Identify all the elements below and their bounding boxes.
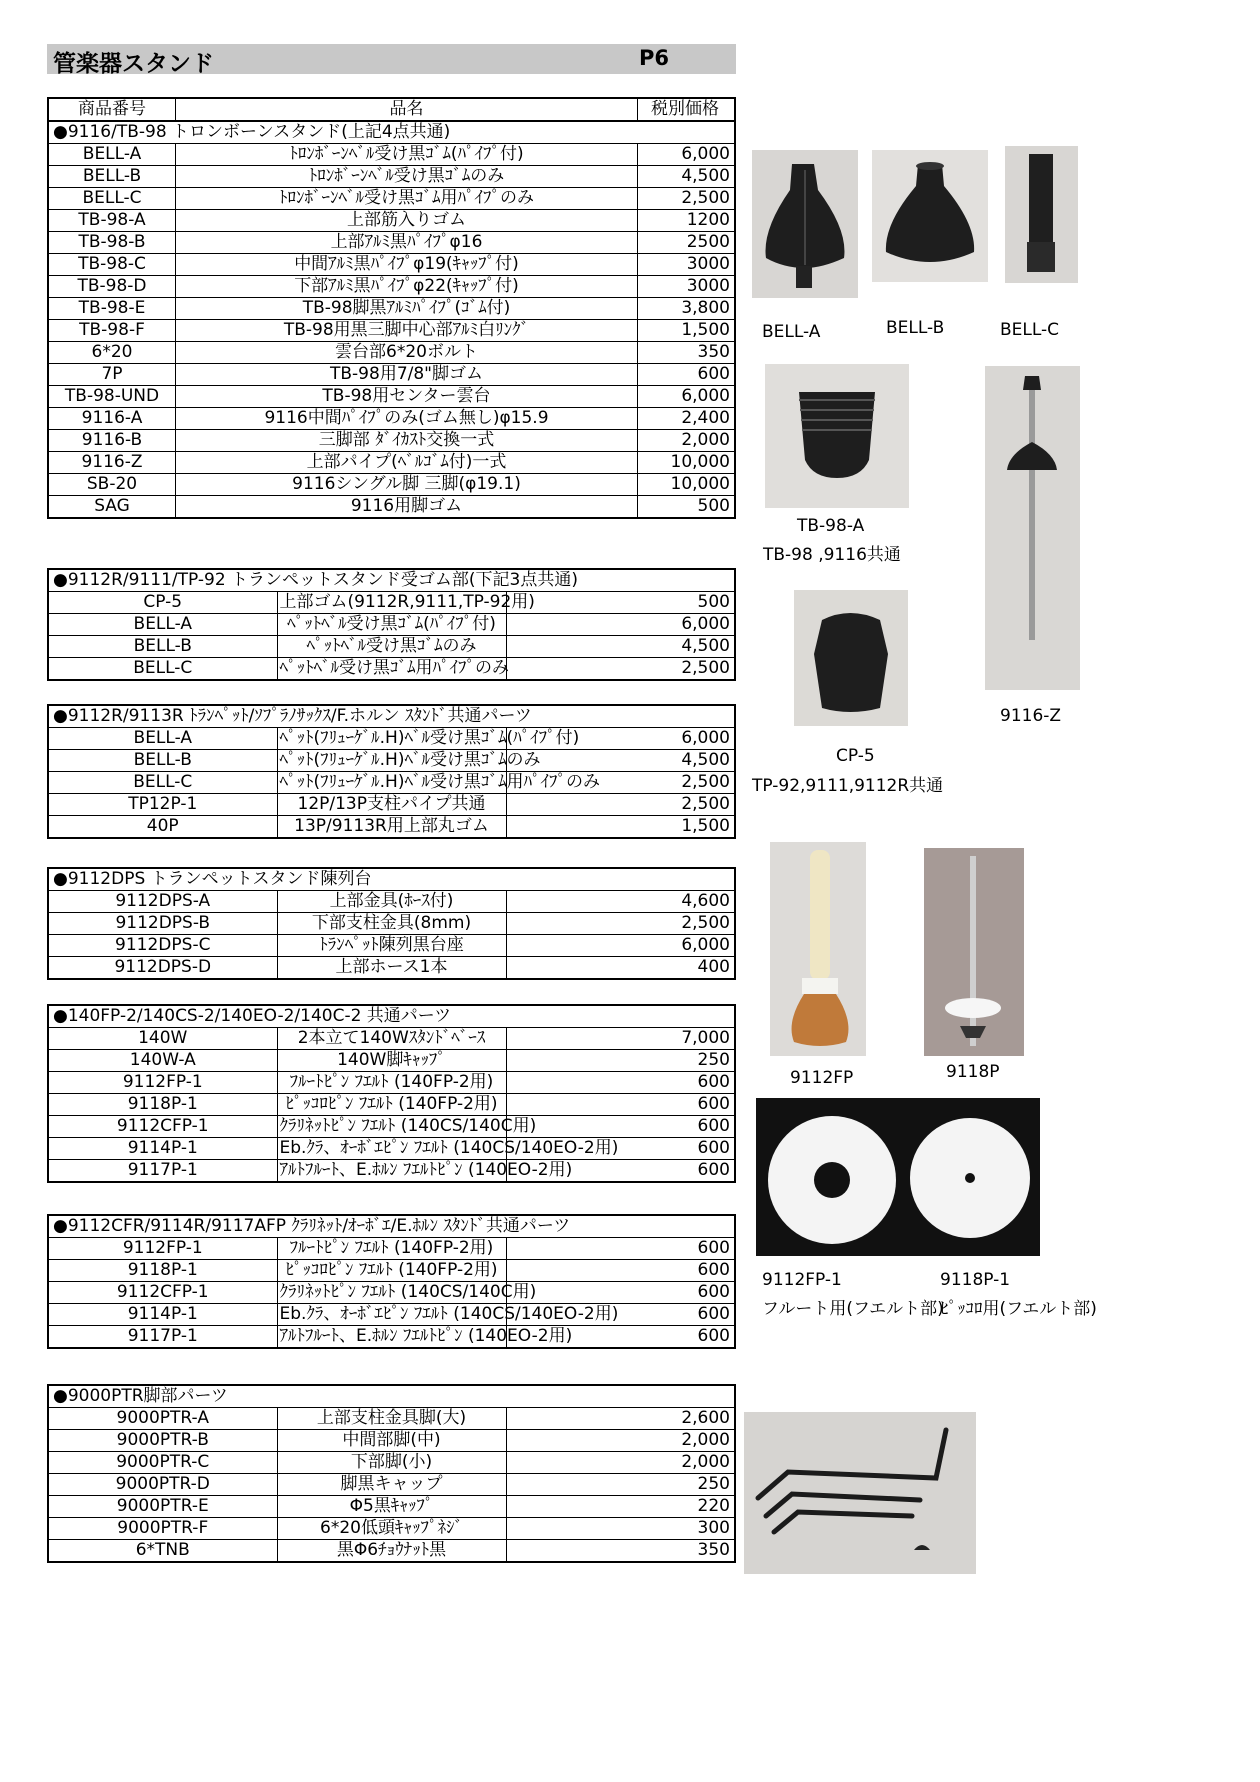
section-title: ●9116/TB-98 トロンボーンスタンド(上記4点共通) (48, 121, 735, 144)
product-code: TB-98-B (48, 232, 176, 254)
table-row (48, 452, 735, 474)
product-price: 4,500 (638, 166, 736, 188)
product-code: 9000PTR-B (48, 1430, 277, 1452)
9118p-caption: 9118P (946, 1062, 1000, 1082)
product-price: 350 (638, 342, 736, 364)
felt-fp1-caption-code: 9112FP-1 (762, 1270, 842, 1290)
product-code: BELL-A (48, 144, 176, 166)
parts-table-trombone (47, 97, 736, 519)
product-price: 10,000 (638, 474, 736, 496)
product-price: 1200 (638, 210, 736, 232)
product-price: 2,500 (638, 188, 736, 210)
product-code: BELL-A (48, 728, 277, 750)
felt-p1-caption-desc: ﾋﾟｯｺﾛ用(フエルト部) (940, 1299, 1097, 1319)
product-name: 中間ｱﾙﾐ黒ﾊﾟｲﾌﾟφ19(ｷｬｯﾌﾟ付) (176, 254, 638, 276)
product-name: 9116用脚ゴム (176, 496, 638, 519)
product-price: 600 (506, 1160, 735, 1183)
product-code: CP-5 (48, 592, 277, 614)
product-price: 600 (506, 1094, 735, 1116)
section-title: ●9112R/9113R ﾄﾗﾝﾍﾟｯﾄ/ｿﾌﾟﾗﾉｻｯｸｽ/F.ホルン ｽﾀﾝﾄﾞ共通パーツ (48, 705, 735, 728)
product-name: 9116中間ﾊﾟｲﾌﾟのみ(ゴム無し)φ15.9 (176, 408, 638, 430)
product-name: 下部脚(小) (277, 1452, 506, 1474)
product-name: 上部支柱金具脚(大) (277, 1408, 506, 1430)
product-price: 600 (506, 1260, 735, 1282)
product-code: 9116-A (48, 408, 176, 430)
felt-p1-caption-code: 9118P-1 (940, 1270, 1011, 1290)
cp5-caption-code: CP-5 (836, 746, 875, 766)
table-row (48, 592, 735, 614)
product-code: 9118P-1 (48, 1094, 277, 1116)
product-name: TB-98用7/8"脚ゴム (176, 364, 638, 386)
table-row (48, 1160, 735, 1183)
table-row (48, 364, 735, 386)
product-code: 140W-A (48, 1050, 277, 1072)
table-row (48, 188, 735, 210)
section-header-row (48, 1215, 735, 1238)
table-row (48, 658, 735, 681)
product-price: 500 (506, 592, 735, 614)
table-row (48, 386, 735, 408)
cp5-photo (794, 590, 908, 726)
product-code: 9118P-1 (48, 1260, 277, 1282)
section-header-row (48, 705, 735, 728)
product-code: 9114P-1 (48, 1304, 277, 1326)
product-code: BELL-C (48, 188, 176, 210)
section-header-row (48, 868, 735, 891)
product-price: 2,500 (506, 658, 735, 681)
9116-z-caption: 9116-Z (1000, 706, 1062, 726)
page-header (47, 44, 736, 77)
table-row (48, 496, 735, 519)
table-row (48, 728, 735, 750)
product-price: 1,500 (506, 816, 735, 839)
parts-table-9000ptr (47, 1384, 736, 1563)
parts-table-trumpet-rubber (47, 568, 736, 681)
product-name: 雲台部6*20ボルト (176, 342, 638, 364)
table-row (48, 166, 735, 188)
parts-table-140-common (47, 1004, 736, 1183)
product-name: ﾄﾗﾝﾍﾟｯﾄ陳列黒台座 (277, 935, 506, 957)
product-name: 13P/9113R用上部丸ゴム (277, 816, 506, 839)
product-code: BELL-B (48, 750, 277, 772)
product-price: 4,500 (506, 750, 735, 772)
product-price: 2,000 (506, 1430, 735, 1452)
product-name: 上部ｱﾙﾐ黒ﾊﾟｲﾌﾟφ16 (176, 232, 638, 254)
table-row (48, 1050, 735, 1072)
product-name: 上部ホース1本 (277, 957, 506, 980)
product-price: 220 (506, 1496, 735, 1518)
table-row (48, 1304, 735, 1326)
product-name: ﾍﾟｯﾄﾍﾞﾙ受け黒ｺﾞﾑ(ﾊﾟｲﾌﾟ付) (277, 614, 506, 636)
table-row (48, 1408, 735, 1430)
product-price: 4,600 (506, 891, 735, 913)
table-row (48, 1138, 735, 1160)
product-name: 6*20低頭ｷｬｯﾌﾟﾈｼﾞ (277, 1518, 506, 1540)
product-name: ｸﾗﾘﾈｯﾄﾋﾟﾝ ﾌｴﾙﾄ (140CS/140C用) (277, 1282, 506, 1304)
product-price: 2,000 (638, 430, 736, 452)
product-code: 9112FP-1 (48, 1238, 277, 1260)
column-header-code: 商品番号 (48, 98, 176, 121)
product-name: 12P/13P支柱パイプ共通 (277, 794, 506, 816)
section-header-row (48, 1385, 735, 1408)
table-row (48, 957, 735, 980)
section-title: ●9000PTR脚部パーツ (48, 1385, 735, 1408)
section-header-row (48, 1005, 735, 1028)
product-code: 9000PTR-A (48, 1408, 277, 1430)
table-header-row (48, 98, 735, 121)
product-name: 脚黒キャップ (277, 1474, 506, 1496)
product-code: 9117P-1 (48, 1326, 277, 1349)
product-code: 9112DPS-C (48, 935, 277, 957)
table-row (48, 474, 735, 496)
product-name: Eb.ｸﾗ、ｵｰﾎﾞｴﾋﾟﾝ ﾌｴﾙﾄ (140CS/140EO-2用) (277, 1138, 506, 1160)
table-row (48, 1260, 735, 1282)
product-price: 6,000 (506, 935, 735, 957)
product-code: 6*TNB (48, 1540, 277, 1563)
product-name: Eb.ｸﾗ、ｵｰﾎﾞｴﾋﾟﾝ ﾌｴﾙﾄ (140CS/140EO-2用) (277, 1304, 506, 1326)
9118p-photo (924, 848, 1024, 1056)
bell-c-photo (1005, 146, 1078, 283)
product-name: ﾍﾟｯﾄﾍﾞﾙ受け黒ｺﾞﾑのみ (277, 636, 506, 658)
product-name: 140W脚ｷｬｯﾌﾟ (277, 1050, 506, 1072)
product-code: BELL-B (48, 636, 277, 658)
product-code: 9000PTR-E (48, 1496, 277, 1518)
table-row (48, 1496, 735, 1518)
product-code: TB-98-D (48, 276, 176, 298)
product-price: 2500 (638, 232, 736, 254)
product-code: 9112DPS-D (48, 957, 277, 980)
9112fp-photo (770, 842, 866, 1056)
table-row (48, 408, 735, 430)
product-name: 上部筋入りゴム (176, 210, 638, 232)
product-name: ｸﾗﾘﾈｯﾄﾋﾟﾝ ﾌｴﾙﾄ (140CS/140C用) (277, 1116, 506, 1138)
product-code: 9112CFP-1 (48, 1116, 277, 1138)
table-row (48, 144, 735, 166)
section-title: ●9112DPS トランペットスタンド陳列台 (48, 868, 735, 891)
table-row (48, 891, 735, 913)
table-row (48, 1540, 735, 1563)
product-code: TB-98-A (48, 210, 176, 232)
product-price: 2,400 (638, 408, 736, 430)
table-row (48, 935, 735, 957)
table-row (48, 614, 735, 636)
column-header-name: 品名 (176, 98, 638, 121)
product-name: ｱﾙﾄﾌﾙｰﾄ、E.ﾎﾙﾝ ﾌｴﾙﾄﾋﾟﾝ (140EO-2用) (277, 1160, 506, 1183)
product-code: 7P (48, 364, 176, 386)
felt-photo (756, 1098, 1040, 1256)
product-name: ﾋﾟｯｺﾛﾋﾟﾝ ﾌｴﾙﾄ (140FP-2用) (277, 1260, 506, 1282)
product-price: 6,000 (638, 386, 736, 408)
product-name: ｱﾙﾄﾌﾙｰﾄ、E.ﾎﾙﾝ ﾌｴﾙﾄﾋﾟﾝ (140EO-2用) (277, 1326, 506, 1349)
section-header-row (48, 121, 735, 144)
product-name: ﾍﾟｯﾄﾍﾞﾙ受け黒ｺﾞﾑ用ﾊﾟｲﾌﾟのみ (277, 658, 506, 681)
bell-b-photo (872, 150, 988, 282)
table-row (48, 210, 735, 232)
table-row (48, 1282, 735, 1304)
tb98a-photo (765, 364, 909, 508)
page-title: 管楽器スタンド (53, 51, 214, 77)
cp5-caption-note: TP-92,9111,9112R共通 (752, 776, 944, 796)
table-row (48, 1452, 735, 1474)
product-code: TP12P-1 (48, 794, 277, 816)
product-price: 600 (506, 1138, 735, 1160)
product-name: 上部ゴム(9112R,9111,TP-92用) (277, 592, 506, 614)
product-name: 9116シングル脚 三脚(φ19.1) (176, 474, 638, 496)
product-name: 下部支柱金具(8mm) (277, 913, 506, 935)
product-price: 350 (506, 1540, 735, 1563)
felt-fp1-caption-desc: フルート用(フエルト部) (762, 1299, 944, 1319)
product-price: 2,600 (506, 1408, 735, 1430)
product-price: 10,000 (638, 452, 736, 474)
product-name: 上部パイプ(ﾍﾞﾙｺﾞﾑ付)一式 (176, 452, 638, 474)
table-row (48, 636, 735, 658)
product-price: 600 (506, 1326, 735, 1349)
product-code: BELL-A (48, 614, 277, 636)
product-price: 600 (506, 1304, 735, 1326)
table-row (48, 816, 735, 839)
product-name: ﾍﾟｯﾄ(ﾌﾘｭｰｹﾞﾙ.H)ﾍﾞﾙ受け黒ｺﾞﾑ(ﾊﾟｲﾌﾟ付) (277, 728, 506, 750)
product-name: ﾌﾙｰﾄﾋﾟﾝ ﾌｴﾙﾄ (140FP-2用) (277, 1072, 506, 1094)
product-name: 上部金具(ﾎｰｽ付) (277, 891, 506, 913)
section-title: ●140FP-2/140CS-2/140EO-2/140C-2 共通パーツ (48, 1005, 735, 1028)
product-price: 600 (506, 1072, 735, 1094)
tb98a-caption-note: TB-98 ,9116共通 (763, 545, 901, 565)
product-price: 3,800 (638, 298, 736, 320)
product-code: BELL-C (48, 658, 277, 681)
table-row (48, 1116, 735, 1138)
parts-table-clarinet-common (47, 1214, 736, 1349)
page-number: P6 (639, 46, 670, 70)
table-row (48, 913, 735, 935)
product-name: 2本立て140Wｽﾀﾝﾄﾞﾍﾞｰｽ (277, 1028, 506, 1050)
product-price: 600 (506, 1116, 735, 1138)
table-row (48, 430, 735, 452)
table-row (48, 298, 735, 320)
parts-table-trumpet-common (47, 704, 736, 839)
product-price: 3000 (638, 276, 736, 298)
product-code: 9112FP-1 (48, 1072, 277, 1094)
product-code: 9116-Z (48, 452, 176, 474)
table-row (48, 750, 735, 772)
product-code: 140W (48, 1028, 277, 1050)
product-name: ﾋﾟｯｺﾛﾋﾟﾝ ﾌｴﾙﾄ (140FP-2用) (277, 1094, 506, 1116)
product-name: TB-98用黒三脚中心部ｱﾙﾐ白ﾘﾝｸﾞ (176, 320, 638, 342)
product-code: BELL-B (48, 166, 176, 188)
table-row (48, 320, 735, 342)
table-row (48, 1326, 735, 1349)
product-price: 600 (506, 1238, 735, 1260)
product-name: 三脚部 ﾀﾞｲｶｽﾄ交換一式 (176, 430, 638, 452)
column-header-price: 税別価格 (638, 98, 736, 121)
product-name: 下部ｱﾙﾐ黒ﾊﾟｲﾌﾟφ22(ｷｬｯﾌﾟ付) (176, 276, 638, 298)
product-price: 600 (638, 364, 736, 386)
table-row (48, 254, 735, 276)
section-title: ●9112R/9111/TP-92 トランペットスタンド受ゴム部(下記3点共通) (48, 569, 735, 592)
product-price: 3000 (638, 254, 736, 276)
section-title: ●9112CFR/9114R/9117AFP ｸﾗﾘﾈｯﾄ/ｵｰﾎﾞｴ/E.ﾎﾙﾝ ｽﾀﾝﾄﾞ共通パーツ (48, 1215, 735, 1238)
product-code: TB-98-UND (48, 386, 176, 408)
product-code: BELL-C (48, 772, 277, 794)
table-row (48, 772, 735, 794)
9000ptr-photo (744, 1412, 976, 1574)
product-code: 40P (48, 816, 277, 839)
product-code: 9112DPS-A (48, 891, 277, 913)
product-price: 300 (506, 1518, 735, 1540)
parts-table-trumpet-display (47, 867, 736, 980)
table-row (48, 1072, 735, 1094)
product-price: 1,500 (638, 320, 736, 342)
product-price: 250 (506, 1050, 735, 1072)
product-code: 9114P-1 (48, 1138, 277, 1160)
table-row (48, 1094, 735, 1116)
product-price: 400 (506, 957, 735, 980)
product-name: TB-98脚黒ｱﾙﾐﾊﾟｲﾌﾟ(ｺﾞﾑ付) (176, 298, 638, 320)
product-code: 9000PTR-F (48, 1518, 277, 1540)
tb98a-caption-code: TB-98-A (797, 516, 865, 536)
product-price: 6,000 (506, 728, 735, 750)
9112fp-caption: 9112FP (790, 1068, 854, 1088)
bell-b-caption: BELL-B (886, 318, 945, 338)
product-name: ﾄﾛﾝﾎﾞｰﾝﾍﾞﾙ受け黒ｺﾞﾑ(ﾊﾟｲﾌﾟ付) (176, 144, 638, 166)
product-name: Φ5黒ｷｬｯﾌﾟ (277, 1496, 506, 1518)
table-row (48, 232, 735, 254)
product-name: ﾍﾟｯﾄ(ﾌﾘｭｰｹﾞﾙ.H)ﾍﾞﾙ受け黒ｺﾞﾑ用ﾊﾟｲﾌﾟのみ (277, 772, 506, 794)
product-price: 2,500 (506, 913, 735, 935)
product-name: 黒Φ6ﾁｮｳﾅｯﾄ黒 (277, 1540, 506, 1563)
product-code: 9112DPS-B (48, 913, 277, 935)
product-code: 9000PTR-C (48, 1452, 277, 1474)
product-price: 500 (638, 496, 736, 519)
bell-a-caption: BELL-A (762, 322, 821, 342)
table-row (48, 276, 735, 298)
product-price: 600 (506, 1282, 735, 1304)
product-price: 2,000 (506, 1452, 735, 1474)
section-header-row (48, 569, 735, 592)
bell-a-photo (752, 150, 858, 298)
product-price: 6,000 (638, 144, 736, 166)
product-name: ﾄﾛﾝﾎﾞｰﾝﾍﾞﾙ受け黒ｺﾞﾑのみ (176, 166, 638, 188)
product-code: 9117P-1 (48, 1160, 277, 1183)
product-name: ﾍﾟｯﾄ(ﾌﾘｭｰｹﾞﾙ.H)ﾍﾞﾙ受け黒ｺﾞﾑのみ (277, 750, 506, 772)
table-row (48, 794, 735, 816)
table-row (48, 1474, 735, 1496)
product-code: SAG (48, 496, 176, 519)
product-name: ﾌﾙｰﾄﾋﾟﾝ ﾌｴﾙﾄ (140FP-2用) (277, 1238, 506, 1260)
product-price: 6,000 (506, 614, 735, 636)
product-code: 9112CFP-1 (48, 1282, 277, 1304)
product-price: 4,500 (506, 636, 735, 658)
product-price: 2,500 (506, 794, 735, 816)
product-code: 9116-B (48, 430, 176, 452)
product-price: 250 (506, 1474, 735, 1496)
product-code: TB-98-E (48, 298, 176, 320)
product-code: 6*20 (48, 342, 176, 364)
product-name: TB-98用センター雲台 (176, 386, 638, 408)
product-name: ﾄﾛﾝﾎﾞｰﾝﾍﾞﾙ受け黒ｺﾞﾑ用ﾊﾟｲﾌﾟのみ (176, 188, 638, 210)
9116-z-photo (985, 366, 1080, 690)
bell-c-caption: BELL-C (1000, 320, 1060, 340)
table-row (48, 342, 735, 364)
table-row (48, 1430, 735, 1452)
product-price: 2,500 (506, 772, 735, 794)
table-row (48, 1238, 735, 1260)
table-row (48, 1028, 735, 1050)
table-row (48, 1518, 735, 1540)
product-code: TB-98-C (48, 254, 176, 276)
product-code: SB-20 (48, 474, 176, 496)
product-name: 中間部脚(中) (277, 1430, 506, 1452)
product-code: 9000PTR-D (48, 1474, 277, 1496)
product-price: 7,000 (506, 1028, 735, 1050)
product-code: TB-98-F (48, 320, 176, 342)
